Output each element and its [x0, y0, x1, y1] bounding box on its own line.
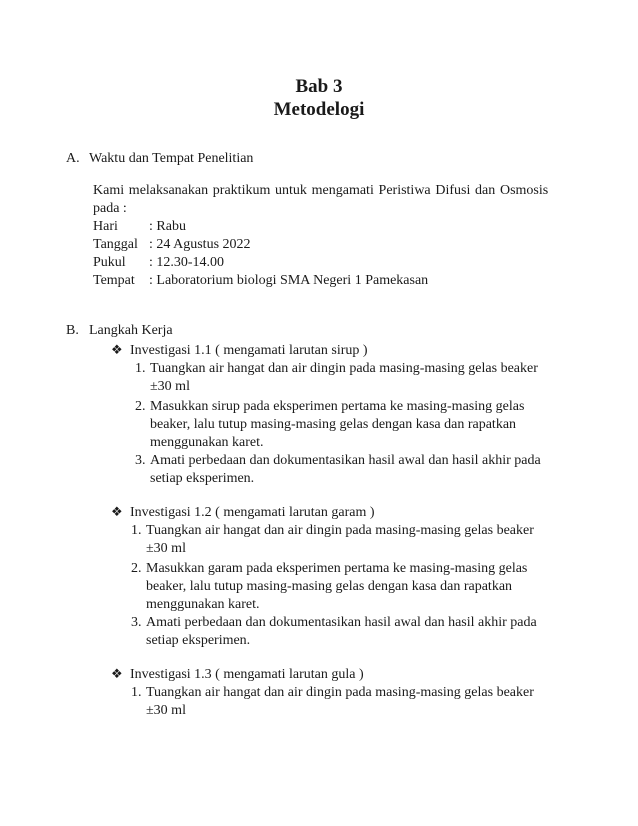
- step-number: 2.: [131, 561, 142, 576]
- step-number: 2.: [135, 399, 146, 414]
- step-text: ±30 ml: [146, 541, 186, 556]
- detail-value: : 24 Agustus 2022: [149, 237, 251, 252]
- section-a-intro-line1: Kami melaksanakan praktikum untuk mengamati Peristiwa Difusi dan Osmosis: [93, 183, 549, 198]
- section-b-marker: B.: [66, 323, 79, 338]
- investigation-title: Investigasi 1.3 ( mengamati larutan gula ): [130, 667, 364, 682]
- section-b-heading: Langkah Kerja: [89, 323, 173, 338]
- step-text: Amati perbedaan dan dokumentasikan hasil awal dan hasil akhir pada: [150, 453, 541, 468]
- step-text: Tuangkan air hangat dan air dingin pada masing-masing gelas beaker: [150, 361, 538, 376]
- detail-label: Pukul: [93, 255, 126, 270]
- step-text: Tuangkan air hangat dan air dingin pada masing-masing gelas beaker: [146, 685, 534, 700]
- detail-label: Tempat: [93, 273, 135, 288]
- detail-value: : Rabu: [149, 219, 186, 234]
- detail-value: : Laboratorium biologi SMA Negeri 1 Pamekasan: [149, 273, 429, 288]
- step-text: menggunakan karet.: [150, 435, 264, 450]
- step-text: Tuangkan air hangat dan air dingin pada masing-masing gelas beaker: [146, 523, 534, 538]
- section-a-intro-line2: pada :: [93, 201, 127, 216]
- detail-row-tanggal: [93, 236, 251, 254]
- step-number: 1.: [131, 685, 142, 700]
- step-text: beaker, lalu tutup masing-masing gelas dengan kasa dan rapatkan: [150, 417, 517, 432]
- step-text: beaker, lalu tutup masing-masing gelas dengan kasa dan rapatkan: [146, 579, 513, 594]
- detail-label: Hari: [93, 219, 118, 234]
- chapter-title: Metodelogi: [273, 99, 365, 120]
- step-number: 1.: [131, 523, 142, 538]
- step-text: menggunakan karet.: [146, 597, 260, 612]
- step-text: ±30 ml: [146, 703, 186, 718]
- detail-label: Tanggal: [93, 237, 138, 252]
- step-number: 1.: [135, 361, 146, 376]
- step-number: 3.: [131, 615, 142, 630]
- diamond-bullet-icon: ❖: [111, 505, 123, 520]
- step-text: Masukkan sirup pada eksperimen pertama ke masing-masing gelas: [150, 399, 525, 414]
- step-text: Amati perbedaan dan dokumentasikan hasil awal dan hasil akhir pada: [146, 615, 537, 630]
- detail-row-pukul: [93, 254, 224, 272]
- chapter-label: Bab 3: [295, 76, 343, 97]
- diamond-bullet-icon: ❖: [111, 343, 123, 358]
- step-text: Masukkan garam pada eksperimen pertama ke masing-masing gelas: [146, 561, 528, 576]
- section-a-marker: A.: [66, 151, 80, 166]
- diamond-bullet-icon: ❖: [111, 667, 123, 682]
- detail-row-tempat: [93, 272, 428, 290]
- step-number: 3.: [135, 453, 146, 468]
- detail-value: : 12.30-14.00: [149, 255, 225, 270]
- investigation-title: Investigasi 1.2 ( mengamati larutan garam ): [130, 505, 375, 520]
- investigation-title: Investigasi 1.1 ( mengamati larutan sirup ): [130, 343, 368, 358]
- detail-row-hari: [93, 218, 186, 236]
- step-text: ±30 ml: [150, 379, 190, 394]
- section-a-heading: Waktu dan Tempat Penelitian: [89, 151, 254, 166]
- step-text: setiap eksperimen.: [150, 471, 255, 486]
- step-text: setiap eksperimen.: [146, 633, 251, 648]
